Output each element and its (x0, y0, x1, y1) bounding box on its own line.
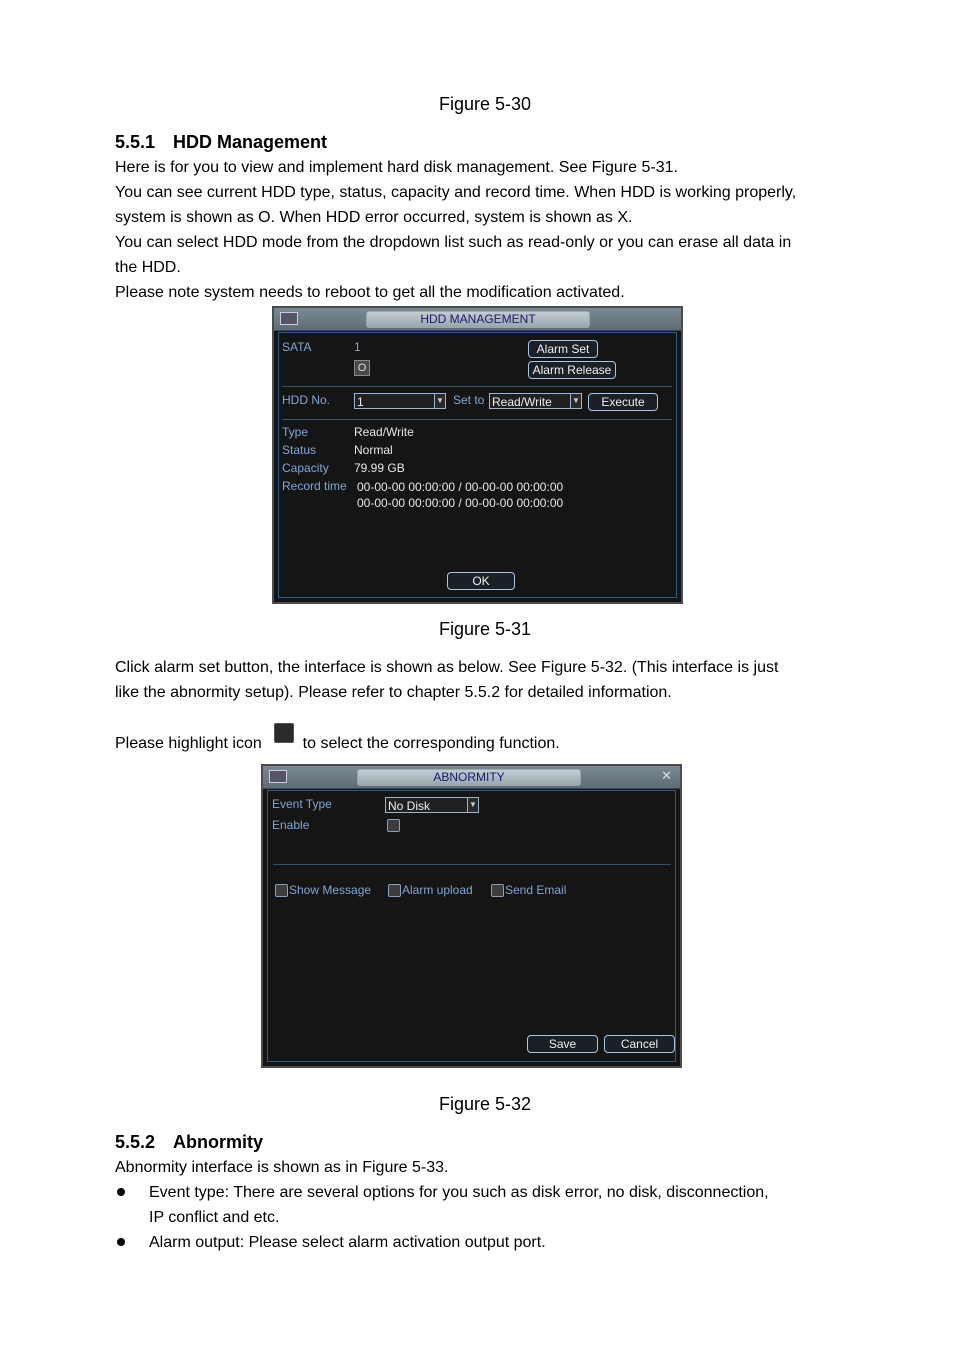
set-to-dropdown[interactable] (489, 393, 582, 409)
alarm-set-button[interactable]: Alarm Set (528, 340, 598, 358)
paragraph: like the abnormity setup). Please refer to chapter 5.5.2 for detailed information. (115, 684, 672, 701)
capacity-value: 79.99 GB (354, 461, 405, 475)
divider (282, 419, 672, 420)
set-to-label: Set to (453, 393, 485, 407)
hdd-no-dropdown[interactable] (354, 393, 446, 409)
section-title: Abnormity (173, 1132, 263, 1152)
paragraph: Click alarm set button, the interface is shown as below. See Figure 5-32. (This interface is just (115, 659, 779, 676)
section-number: 5.5.1 (115, 132, 156, 152)
paragraph: Abnormity interface is shown as in Figure 5-33. (115, 1159, 449, 1176)
alarm-upload-label: Alarm upload (402, 883, 473, 897)
send-email-label: Send Email (505, 883, 567, 897)
abnormity-dialog (261, 764, 682, 1068)
divider (273, 864, 671, 865)
execute-button[interactable]: Execute (588, 393, 658, 411)
type-value: Read/Write (354, 425, 414, 439)
paragraph-text: to select the corresponding function. (302, 735, 560, 752)
show-message-checkbox[interactable] (275, 884, 288, 897)
paragraph-text: Please highlight icon (115, 735, 262, 752)
paragraph (115, 729, 560, 756)
divider (282, 386, 672, 387)
chevron-down-icon: ▼ (434, 394, 445, 408)
bullet-icon (117, 1238, 125, 1246)
type-label: Type (282, 425, 309, 439)
record-time-value: 00-00-00 00:00:00 / 00-00-00 00:00:00 (357, 496, 564, 510)
hdd-icon (280, 312, 298, 325)
paragraph: Here is for you to view and implement hard disk management. See Figure 5-31. (115, 159, 678, 176)
show-message-label: Show Message (289, 883, 372, 897)
figure-caption-5-32: Figure 5-32 (438, 1094, 532, 1114)
chevron-down-icon: ▼ (467, 798, 478, 812)
hdd-no-value: 1 (357, 395, 364, 409)
enable-checkbox[interactable] (387, 819, 400, 832)
highlight-icon (274, 723, 294, 743)
event-type-value: No Disk (388, 799, 431, 813)
paragraph: Please note system needs to reboot to get all the modification activated. (115, 284, 625, 301)
section-heading-abnormity (115, 1132, 263, 1153)
dialog-title-bar (274, 308, 681, 331)
ok-button[interactable]: OK (447, 572, 515, 590)
figure-caption-5-31: Figure 5-31 (438, 619, 532, 639)
send-email-checkbox[interactable] (491, 884, 504, 897)
hdd-management-dialog (272, 306, 683, 604)
figure-caption-5-30: Figure 5-30 (438, 94, 532, 114)
event-type-dropdown[interactable] (385, 797, 479, 813)
section-heading-hdd-management (115, 132, 327, 153)
list-item: Event type: There are several options for you such as disk error, no disk, disconnection, (149, 1184, 769, 1201)
sata-value: 1 (354, 340, 361, 354)
record-time-label: Record time (282, 479, 347, 493)
hdd-status-indicator[interactable]: O (354, 360, 370, 376)
paragraph: You can see current HDD type, status, capacity and record time. When HDD is working properly, (115, 184, 797, 201)
sata-label: SATA (282, 340, 312, 354)
capacity-label: Capacity (282, 461, 329, 475)
chevron-down-icon: ▼ (570, 394, 581, 408)
enable-label: Enable (272, 818, 310, 832)
dialog-title: HDD MANAGEMENT (366, 311, 590, 328)
dialog-body (267, 790, 676, 1062)
save-button[interactable]: Save (527, 1035, 598, 1053)
section-title: HDD Management (173, 132, 328, 152)
dialog-title-bar (263, 766, 680, 789)
record-time-value: 00-00-00 00:00:00 / 00-00-00 00:00:00 (357, 480, 564, 494)
close-icon[interactable]: ✕ (661, 768, 672, 783)
alarm-icon (269, 770, 287, 783)
bullet-icon (117, 1188, 125, 1196)
dialog-title: ABNORMITY (357, 769, 581, 786)
alarm-upload-checkbox[interactable] (388, 884, 401, 897)
paragraph: system is shown as O. When HDD error occurred, system is shown as X. (115, 209, 633, 226)
section-number: 5.5.2 (115, 1132, 156, 1152)
cancel-button[interactable]: Cancel (604, 1035, 675, 1053)
list-item: IP conflict and etc. (149, 1209, 280, 1226)
list-item: Alarm output: Please select alarm activation output port. (149, 1234, 546, 1251)
paragraph: the HDD. (115, 259, 181, 276)
hdd-no-label: HDD No. (282, 393, 331, 407)
paragraph: You can select HDD mode from the dropdown list such as read-only or you can erase all data in (115, 234, 792, 251)
status-value: Normal (354, 443, 393, 457)
alarm-release-button[interactable]: Alarm Release (528, 361, 616, 379)
event-type-label: Event Type (272, 797, 332, 811)
dialog-body (278, 332, 677, 598)
set-to-value: Read/Write (492, 395, 552, 409)
status-label: Status (282, 443, 317, 457)
